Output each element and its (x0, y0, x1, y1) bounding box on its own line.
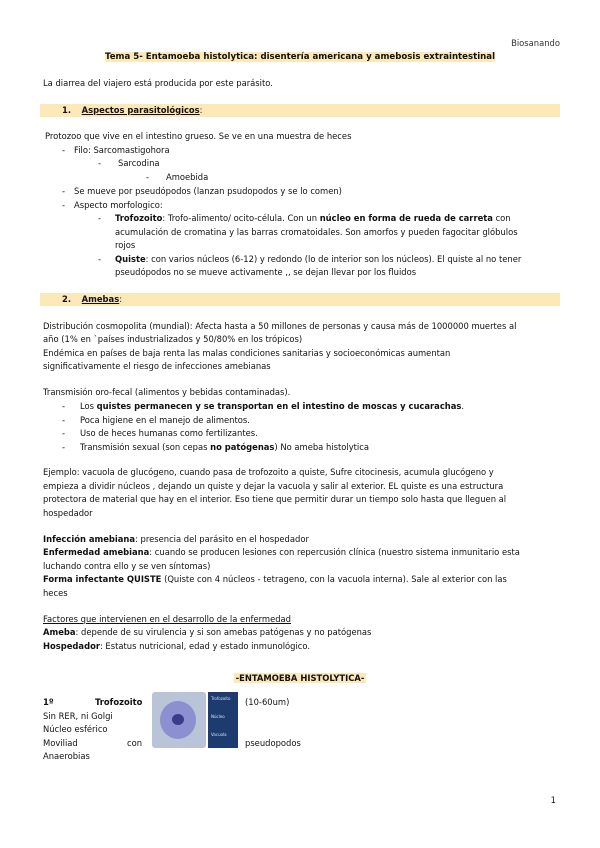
s2-bullet2-text: Poca higiene en el manejo de alimentos. (80, 415, 250, 425)
trofozoito-line3: rojos (115, 240, 136, 250)
s2-dist4: significativamente el riesgo de infecciones amebianas (43, 361, 271, 371)
s1-phylum-text: Filo: Sarcomastigohora (74, 145, 170, 155)
s1-morph-text: Aspecto morfologico: (74, 200, 163, 210)
s2-dist2: año (1% en `países industrializados y 50/80% en los trópicos) (43, 334, 303, 344)
intro-text: La diarrea del viajero está producida por este parásito. (43, 78, 273, 88)
section-2-heading (40, 293, 560, 306)
s2-bullet3-text: Uso de heces humanas como fertilizantes. (80, 428, 258, 438)
section-2-number: 2. (62, 294, 72, 304)
s1-morph: - Aspecto morfologico: (62, 200, 163, 210)
s2-dist3: Endémica en países de baja renta las malas condiciones sanitarias y socioeconómicas aumentan (43, 348, 451, 358)
s2-infeccion (43, 534, 309, 545)
s2-factores-title: Factores que intervienen en el desarrollo de la enfermedad (43, 614, 291, 624)
document-title (0, 52, 600, 64)
s2-forma-2: heces (43, 588, 68, 598)
s2-hospedador (43, 641, 310, 652)
s2-bullet1-pre: Los (80, 401, 97, 411)
nucleus-shape (172, 714, 184, 725)
s1-amoebida-text: Amoebida (166, 172, 209, 182)
ameba-term: Ameba (43, 627, 76, 637)
s2-bullet1: - Los quistes permanecen y se transportan en el intestino de moscas y cucarachas. (62, 401, 465, 411)
s1-amoebida: - Amoebida (146, 172, 209, 182)
trofozoite-diagram-image (208, 692, 238, 748)
ent-line4: Anaerobias (43, 751, 90, 761)
header-brand: Biosanando (511, 38, 560, 48)
s2-enfermedad (43, 547, 520, 558)
s2-enfermedad-2: luchando contra ello y se ven síntomas) (43, 561, 211, 571)
s2-bullet4-bold: no patógenas (210, 442, 275, 452)
ent-line1: Sin RER, ni Golgi (43, 711, 113, 721)
ent-line3b: con (127, 738, 143, 748)
document-title-text: Tema 5- Entamoeba histolytica: disentería americana y amebosis extraintestinal (104, 52, 496, 62)
s2-dist1: Distribución cosmopolita (mundial): Afecta hasta a 50 millones de personas y causa más de 1000000 muertes al (43, 321, 517, 331)
s2-bullet4-pre: Transmisión sexual (son cepas (80, 442, 211, 452)
ent-size: (10-60um) (245, 697, 290, 707)
trofozoito-line2: acumulación de cromatina y las barras cromatoidales. Son amorfos y pueden fagocitar glóbulos (115, 227, 518, 237)
s2-bullet4-post: ) No ameba histolytica (274, 442, 369, 452)
s1-sarcodina-text: Sarcodina (118, 158, 160, 168)
s2-bullet3: - Uso de heces humanas como fertilizantes. (62, 428, 258, 438)
ent-number: 1º (43, 697, 54, 707)
section-1-colon: : (199, 105, 203, 115)
forma-term: Forma infectante QUISTE (43, 574, 162, 584)
ent-line2: Núcleo esférico (43, 724, 108, 734)
section-1-heading (40, 104, 560, 117)
section-2-title: Amebas (81, 294, 120, 304)
infeccion-term: Infección amebiana (43, 534, 136, 544)
s2-ameba (43, 627, 371, 638)
s2-bullet4: - Transmisión sexual (son cepas no patógenas) No ameba histolytica (62, 442, 369, 452)
s1-quiste: - Quiste: con varios núcleos (6-12) y redondo (lo de interior son los núcleos). El quiste al no tener (98, 254, 522, 264)
s1-phylum: - Filo: Sarcomastigohora (62, 145, 170, 155)
quiste-term: Quiste (115, 254, 146, 264)
hospedador-term: Hospedador (43, 641, 100, 651)
trofozoito-text-b: con (492, 213, 511, 223)
trofozoito-bold: núcleo en forma de rueda de carreta (319, 213, 493, 223)
s1-trofozoito: - Trofozoito: Trofo-alimento/ ocito-célula. Con un núcleo en forma de rueda de carreta con (98, 213, 511, 223)
hospedador-text: : Estatus nutricional, edad y estado inmunológico. (99, 641, 311, 651)
trofozoito-term: Trofozoito (115, 213, 163, 223)
trofozoite-micrograph-image (152, 692, 206, 748)
enfermedad-term: Enfermedad amebiana (43, 547, 150, 557)
s1-movement-text: Se mueve por pseudópodos (lanzan psudopodos y se lo comen) (74, 186, 342, 196)
ent-line3c: pseudopodos (245, 738, 301, 748)
ent-label: Trofozoito (95, 697, 143, 707)
trofozoito-text-a: : Trofo-alimento/ ocito-célula. Con un (162, 213, 320, 223)
diagram-label-1: Trofozoíto (211, 696, 231, 701)
s1-movement: - Se mueve por pseudópodos (lanzan psudopodos y se lo comen) (62, 186, 342, 196)
s2-bullet2: - Poca higiene en el manejo de alimentos. (62, 415, 250, 425)
entamoeba-title-text: -ENTAMOEBA HISTOLYTICA- (235, 673, 365, 683)
s2-example2: empieza a dividir núcleos , dejando un quiste y dejar la vacuola y salir al exterior. EL quiste es una estructura (43, 481, 504, 491)
s2-bullet1-post: . (461, 401, 465, 411)
s2-example1: Ejemplo: vacuola de glucógeno, cuando pasa de trofozoito a quiste, Sufre citocinesis, acumula glucógeno y (43, 467, 494, 477)
ameba-text: : depende de su virulencia y si son amebas patógenas y no patógenas (75, 627, 372, 637)
diagram-label-2: Núcleo (211, 714, 225, 719)
s2-example3: protectora de material que hay en el interior. Eso tiene que permitir durar un tiempo solo hasta que lleguen al (43, 494, 507, 504)
quiste-line2: pseudópodos no se mueve activamente ,, se dejan llevar por los fluidos (115, 267, 417, 277)
ent-line3a: Moviliad (43, 738, 78, 748)
enfermedad-text: : cuando se producen lesiones con repercusión clínica (nuestro sistema inmunitario esta (149, 547, 520, 557)
section-1-title: Aspectos parasitológicos (81, 105, 200, 115)
section-2-colon: : (119, 294, 123, 304)
s2-forma (43, 574, 507, 585)
s2-trans: Transmisión oro-fecal (alimentos y bebidas contaminadas). (43, 387, 291, 397)
entamoeba-title (0, 673, 600, 684)
s1-line1: Protozoo que vive en el intestino grueso. Se ve en una muestra de heces (45, 131, 352, 141)
forma-text: (Quiste con 4 núcleos - tetrageno, con la vacuola interna). Sale al exterior con las (161, 574, 507, 584)
s1-sarcodina: - Sarcodina (98, 158, 160, 168)
infeccion-text: : presencia del parásito en el hospedador (135, 534, 309, 544)
diagram-label-3: Vacuola (211, 732, 227, 737)
s2-bullet1-bold: quistes permanecen y se transportan en el intestino de moscas y cucarachas (96, 401, 462, 411)
quiste-text-a: : con varios núcleos (6-12) y redondo (lo de interior son los núcleos). El quiste al no tener (145, 254, 522, 264)
section-1-number: 1. (62, 105, 72, 115)
page-number: 1 (550, 795, 556, 805)
s2-example4: hospedador (43, 508, 93, 518)
